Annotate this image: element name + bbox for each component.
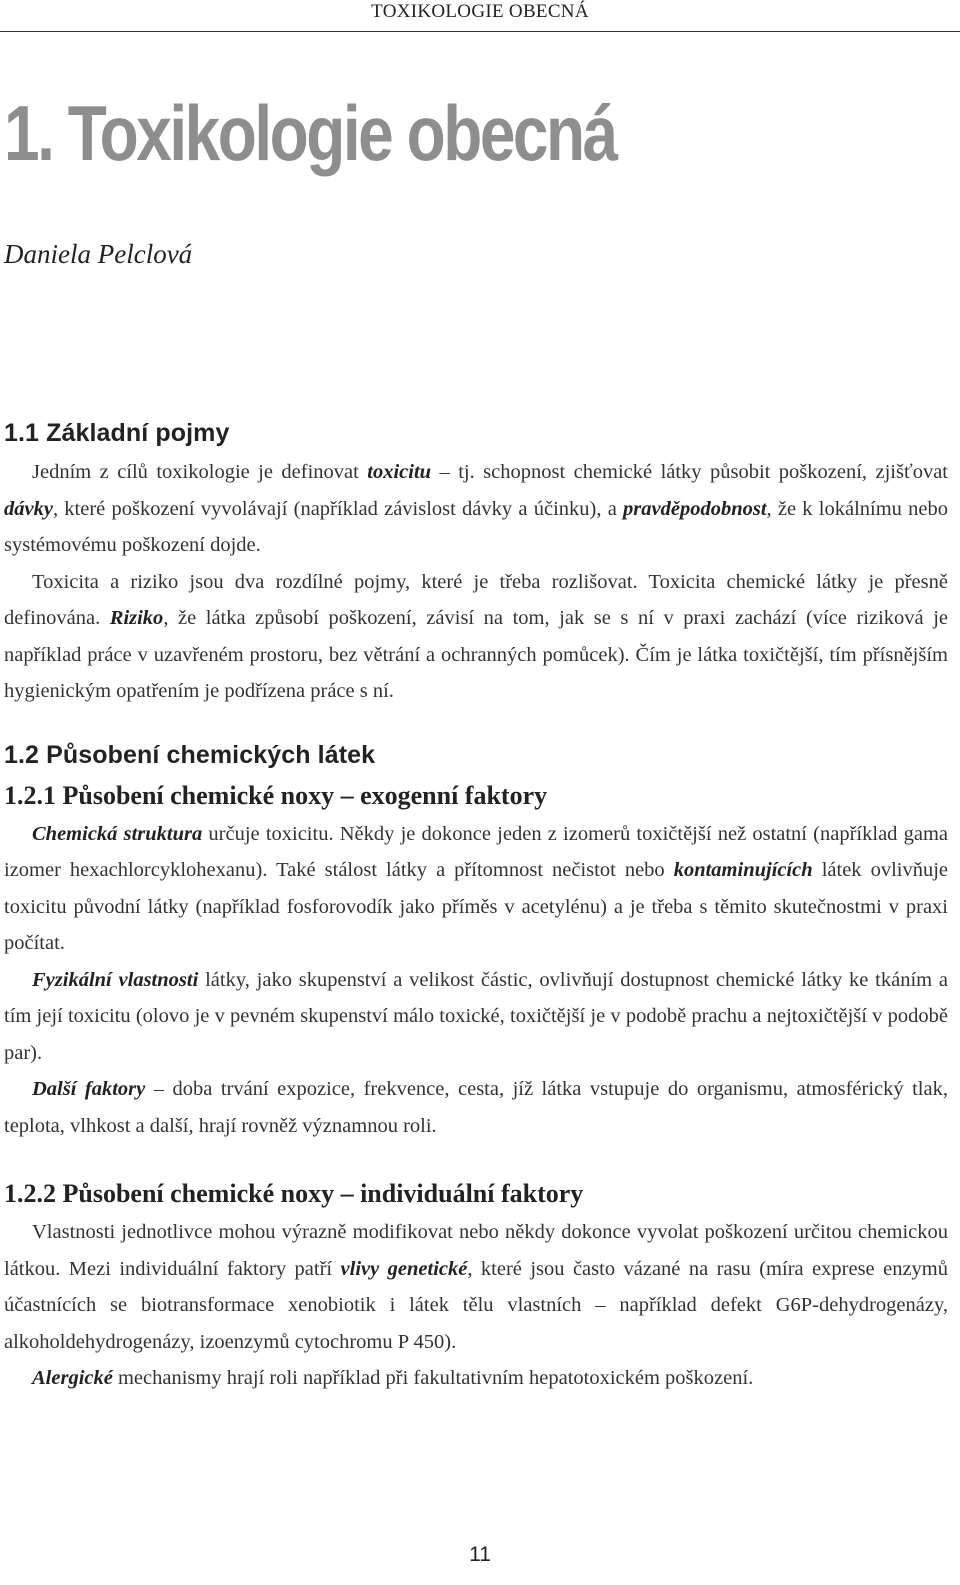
text-run: – tj. schopnost chemické látky působit poškození, zjišťovat <box>431 461 948 483</box>
spacer <box>4 1144 948 1174</box>
running-head: TOXIKOLOGIE OBECNÁ <box>371 1 589 22</box>
section-heading-1-2: 1.2 Působení chemických látek <box>4 740 376 769</box>
text-run: , že látka způsobí poškození, závisí na tom, jak se s ní v praxi zachází (více riziková je například práce v uzavřeném prostoru, bez větrání a ochranných pomůcek). Čím je látka toxičtější, tím přísnějším hygienickým opatřením je podřízena práce s ní. <box>4 607 948 702</box>
emphasis-riziko: Riziko <box>109 607 164 629</box>
text-run: látek ovlivňuje toxicitu původní látky (například fosforovodík jako příměs v acetylénu) a je třeba s těmito skutečnostmi v praxi počítat. <box>4 859 948 954</box>
paragraph-1-2-2-1 <box>4 1214 948 1360</box>
paragraph-1-1-1 <box>4 454 948 564</box>
paragraph-1-2-1-1 <box>4 816 948 962</box>
emphasis-davky: dávky <box>4 497 53 520</box>
text-run: , že k lokálnímu nebo systémovému poškození dojde. <box>4 497 948 556</box>
emphasis-toxicitu: toxicitu <box>367 461 432 483</box>
section-heading-1-2-2: 1.2.2 Působení chemické noxy – individuální faktory <box>4 1179 584 1208</box>
text-run: , které jsou často vázané na rasu (míra exprese enzymů účastnících se biotransformace xenobiotik i látek tělu vlastních – například defekt G6P-dehydrogenázy, alkoholdehydrogenázy, izoenzymů cytochromu P 450). <box>4 1257 948 1353</box>
text-run: Toxicita a riziko jsou dva rozdílné pojmy, které je třeba rozlišovat. Toxicita chemické látky je přesně definována. <box>4 570 948 629</box>
text-run: , které poškození vyvolávají (například závislost dávky a účinku), a <box>52 497 624 520</box>
text-run: Jedním z cílů toxikologie je definovat <box>32 461 368 483</box>
header-rule <box>0 31 960 32</box>
paragraph-1-2-1-3 <box>4 1071 948 1144</box>
text-run: látky, jako skupenství a velikost částic, ovlivňují dostupnost chemické látky ke tkáním a tím její toxicitu (olovo je v pevném skupenství málo toxické, toxičtější je v podobě prachu a nejtoxičtější v podobě par). <box>4 968 948 1064</box>
section-heading-1-1: 1.1 Základní pojmy <box>4 419 230 447</box>
chapter-title: 1. Toxikologie obecná <box>4 89 616 177</box>
emphasis-kontaminujicich: kontaminujících <box>673 859 813 881</box>
paragraph-1-2-1-2 <box>4 962 948 1072</box>
paragraph-1-2-2-2 <box>4 1360 948 1397</box>
emphasis-vlivy-geneticke: vlivy genetické <box>340 1257 468 1280</box>
author-name: Daniela Pelclová <box>4 239 193 269</box>
text-run: Vlastnosti jednotlivce mohou výrazně modifikovat nebo někdy dokonce vyvolat poškození určitou chemickou látkou. Mezi individuální faktory patří <box>4 1221 948 1280</box>
emphasis-fyzikalni-vlastnosti: Fyzikální vlastnosti <box>32 968 199 991</box>
emphasis-dalsi-faktory: Další faktory <box>32 1078 146 1100</box>
text-run: – doba trvání expozice, frekvence, cesta, jíž látka vstupuje do organismu, atmosférický tlak, teplota, vlhkost a další, hrají rovněž významnou roli. <box>4 1078 948 1137</box>
page-number: 11 <box>469 1543 491 1566</box>
main-content <box>4 412 948 1397</box>
emphasis-pravdepodobnost: pravděpodobnost <box>623 497 767 520</box>
text-run: mechanismy hrají roli například při fakultativním hepatotoxickém poškození. <box>112 1367 754 1389</box>
paragraph-1-1-2 <box>4 564 948 710</box>
spacer <box>4 710 948 734</box>
emphasis-chemicka-struktura: Chemická struktura <box>32 822 203 845</box>
emphasis-alergicke: Alergické <box>32 1367 113 1389</box>
text-run: určuje toxicitu. Někdy je dokonce jeden z izomerů toxičtější než ostatní (například gama izomer hexachlorcyklohexanu). Také stálost látky a přítomnost nečistot nebo <box>4 822 948 881</box>
section-heading-1-2-1: 1.2.1 Působení chemické noxy – exogenní faktory <box>4 780 548 810</box>
